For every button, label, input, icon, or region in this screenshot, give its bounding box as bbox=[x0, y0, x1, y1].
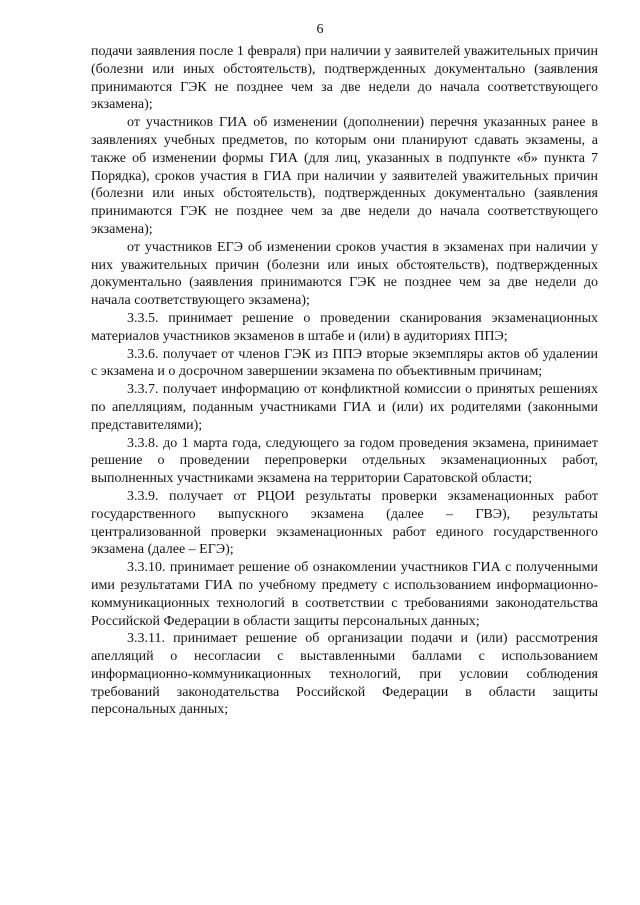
document-body bbox=[91, 43, 598, 719]
paragraph-3-3-11: 3.3.11. принимает решение об организации подачи и (или) рассмотрения апелляций о несогласии с выставленными баллами с использованием информационно-коммуникационных технологий, при условии соблюдения требований законодательства Российской Федерации в области защиты персональных данных; bbox=[91, 631, 598, 718]
paragraph-3-3-8: 3.3.8. до 1 марта года, следующего за годом проведения экзамена, принимает решение о проведении перепроверки отдельных экзаменационных работ, выполненных участниками экзамена на территории Саратовской области; bbox=[91, 435, 598, 487]
paragraph-3-3-10: 3.3.10. принимает решение об ознакомлении участников ГИА с полученными ими результатами ГИА по учебному предмету с использованием информационно-коммуникационных технологий в соответствии с требованиями законодательства Российской Федерации в области защиты персональных данных; bbox=[91, 560, 598, 629]
paragraph-3-3-9: 3.3.9. получает от РЦОИ результаты проверки экзаменационных работ государственного выпускного экзамена (далее – ГВЭ), результаты централизованной проверки экзаменационных работ единого государственного экзамена (далее – ЕГЭ); bbox=[91, 488, 598, 558]
page-number: 6 bbox=[316, 22, 324, 37]
paragraph-3-3-6: 3.3.6. получает от членов ГЭК из ППЭ вторые экземпляры актов об удалении с экзамена и о досрочном завершении экзамена по объективным причинам; bbox=[91, 346, 598, 380]
paragraph-gia-subject-change: от участников ГИА об изменении (дополнении) перечня указанных ранее в заявлениях учебных предметов, по которым они планируют сдавать экзамены, а также об изменении формы ГИА (для лиц, указанных в подпункте «б» пункта 7 Порядка), сроков участия в ГИА при наличии у заявителей уважительных причин (болезни или иных обстоятельств), подтвержденных документально (заявления принимаются ГЭК не позднее чем за две недели до начала соответствующего экзамена); bbox=[91, 115, 598, 237]
paragraph-3-3-7: 3.3.7. получает информацию от конфликтной комиссии о принятых решениях по апелляциям, поданным участниками ГИА и (или) их родителями (законными представителями); bbox=[91, 382, 598, 433]
paragraph-continuation: подачи заявления после 1 февраля) при наличии у заявителей уважительных причин (болезни или иных обстоятельств), подтвержденных документально (заявления принимаются ГЭК не позднее чем за две недели до начала соответствующего экзамена); bbox=[91, 44, 598, 113]
paragraph-3-3-5: 3.3.5. принимает решение о проведении сканирования экзаменационных материалов участников экзаменов в штабе и (или) в аудиториях ППЭ; bbox=[91, 310, 598, 344]
paragraph-ege-date-change: от участников ЕГЭ об изменении сроков участия в экзаменах при наличии у них уважительных причин (болезни или иных обстоятельств), подтвержденных документально (заявления принимаются ГЭК не позднее чем за две недели до начала соответствующего экзамена); bbox=[91, 239, 598, 309]
